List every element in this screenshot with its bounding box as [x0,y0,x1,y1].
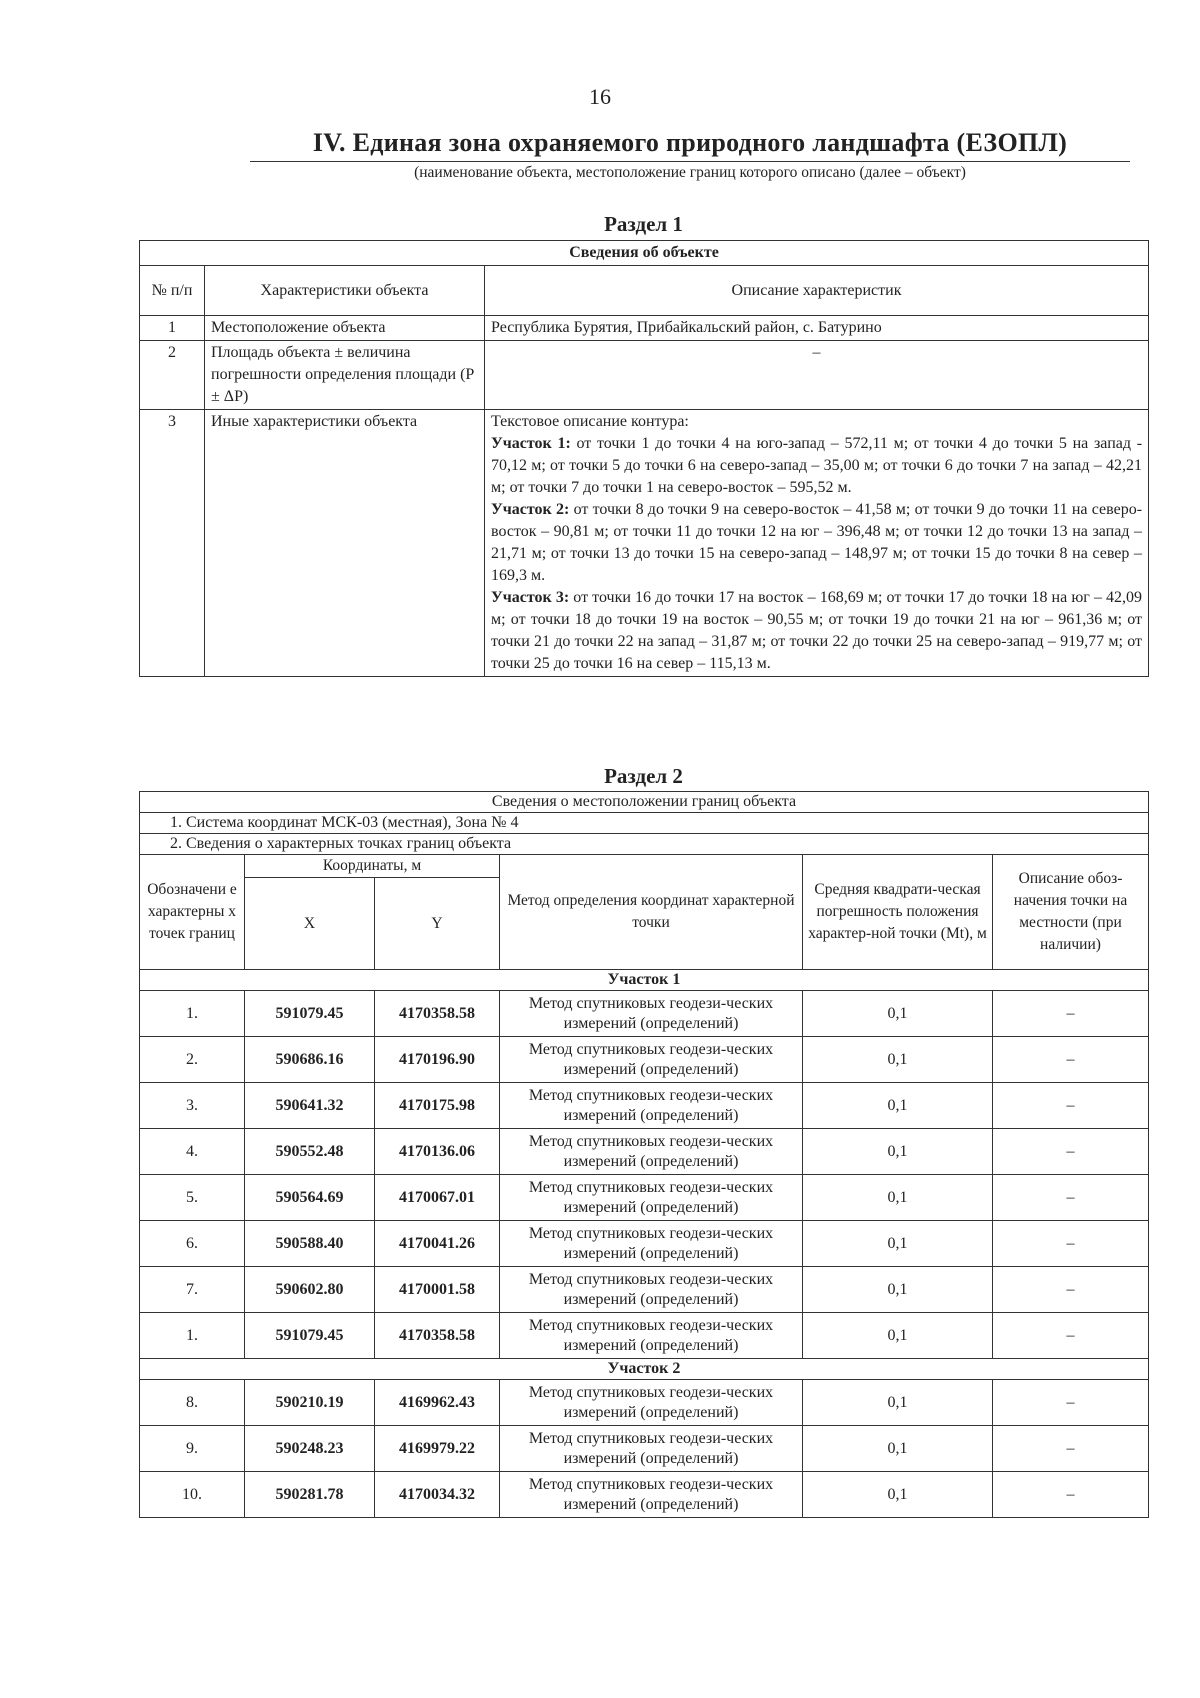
point-number: 8. [140,1380,245,1426]
contour-intro: Текстовое описание контура: [491,413,689,430]
header-characteristics: Характеристики объекта [205,266,485,316]
point-description: – [993,1426,1149,1472]
header-mean-error: Средняя квадрати-ческая погрешность положения характер-ной точки (Mt), м [803,855,993,970]
parcel-group-title: Участок 1 [140,970,1149,991]
point-method: Метод спутниковых геодези-ческих измерений (определений) [500,1221,803,1267]
header-method: Метод определения координат характерной точки [500,855,803,970]
row-number: 1 [140,316,205,341]
row-description: Республика Бурятия, Прибайкальский район, с. Батурино [485,316,1149,341]
header-point-description: Описание обоз-начения точки на местности (при наличии) [993,855,1149,970]
point-description: – [993,1472,1149,1518]
point-y: 4170196.90 [375,1037,500,1083]
row-number: 2 [140,341,205,410]
parcel-description [491,433,1142,499]
point-mean-error: 0,1 [803,1037,993,1083]
point-method: Метод спутниковых геодези-ческих измерений (определений) [500,1037,803,1083]
header-description: Описание характеристик [485,266,1149,316]
point-description: – [993,1380,1149,1426]
points-body [140,970,1149,1518]
point-x: 590248.23 [245,1426,375,1472]
point-description: – [993,1129,1149,1175]
point-x: 590588.40 [245,1221,375,1267]
point-x: 590602.80 [245,1267,375,1313]
point-y: 4169979.22 [375,1426,500,1472]
point-y: 4170136.06 [375,1129,500,1175]
point-mean-error: 0,1 [803,1267,993,1313]
row-name: Площадь объекта ± величина погрешности определения площади (P ± ΔP) [205,341,485,410]
point-method: Метод спутниковых геодези-ческих измерений (определений) [500,1313,803,1359]
point-mean-error: 0,1 [803,1129,993,1175]
point-row [140,1267,1149,1313]
point-method: Метод спутниковых геодези-ческих измерений (определений) [500,1472,803,1518]
point-row [140,1313,1149,1359]
point-y: 4170041.26 [375,1221,500,1267]
point-number: 1. [140,1313,245,1359]
point-number: 3. [140,1083,245,1129]
point-y: 4170067.01 [375,1175,500,1221]
point-x: 590552.48 [245,1129,375,1175]
point-method: Метод спутниковых геодези-ческих измерений (определений) [500,1380,803,1426]
point-row [140,991,1149,1037]
point-mean-error: 0,1 [803,1426,993,1472]
point-row [140,1472,1149,1518]
header-designation: Обозначени е характерны х точек границ [140,855,245,970]
parcel-text: от точки 8 до точки 9 на северо-восток – 41,58 м; от точки 9 до точки 11 на северо-восток – 90,81 м; от точки 11 до точки 12 на юг – 396,48 м; от точки 12 до точки 13 на запад – 21,71 м; от точки 13 до точки 15 на северо-запад – 148,97 м; от точки 15 до точки 8 на север – 169,3 м. [491,501,1143,584]
point-number: 9. [140,1426,245,1472]
parcel-label: Участок 2: [491,501,570,518]
page-number: 16 [589,84,611,109]
parcel-group-row [140,1359,1149,1380]
point-method: Метод спутниковых геодези-ческих измерений (определений) [500,991,803,1037]
parcel-description [491,587,1142,675]
point-row [140,1426,1149,1472]
header-coordinates: Координаты, м [245,855,500,878]
point-row [140,1175,1149,1221]
header-number: № п/п [140,266,205,316]
point-number: 4. [140,1129,245,1175]
table1-row [140,341,1149,410]
point-method: Метод спутниковых геодези-ческих измерений (определений) [500,1175,803,1221]
point-row [140,1083,1149,1129]
point-x: 590641.32 [245,1083,375,1129]
header-x: X [245,878,375,970]
point-y: 4170175.98 [375,1083,500,1129]
point-number: 1. [140,991,245,1037]
point-number: 5. [140,1175,245,1221]
row-name: Иные характеристики объекта [205,410,485,677]
point-mean-error: 0,1 [803,991,993,1037]
parcel-text: от точки 1 до точки 4 на юго-запад – 572,11 м; от точки 4 до точки 5 на запад - 70,12 м; от точки 5 до точки 6 на северо-запад – 35,00 м; от точки 6 до точки 7 на запад – 42,21 м; от точки 7 до точки 1 на северо-восток – 595,52 м. [491,435,1143,496]
section1-heading: Раздел 1 [604,212,683,236]
point-row [140,1129,1149,1175]
point-x: 590686.16 [245,1037,375,1083]
point-mean-error: 0,1 [803,1380,993,1426]
point-mean-error: 0,1 [803,1175,993,1221]
parcel-group-title: Участок 2 [140,1359,1149,1380]
boundary-points-table [139,791,1149,1518]
table1-caption: Сведения об объекте [140,241,1149,266]
point-mean-error: 0,1 [803,1313,993,1359]
parcel-group-row [140,970,1149,991]
point-y: 4170034.32 [375,1472,500,1518]
point-number: 2. [140,1037,245,1083]
point-description: – [993,1267,1149,1313]
point-x: 591079.45 [245,1313,375,1359]
point-x: 591079.45 [245,991,375,1037]
point-number: 10. [140,1472,245,1518]
section2-heading: Раздел 2 [604,764,683,788]
point-method: Метод спутниковых геодези-ческих измерений (определений) [500,1129,803,1175]
point-description: – [993,1175,1149,1221]
parcel-description [491,499,1142,587]
table2-caption: Сведения о местоположении границ объекта [140,792,1149,813]
point-mean-error: 0,1 [803,1221,993,1267]
point-row [140,1221,1149,1267]
point-y: 4169962.43 [375,1380,500,1426]
document-subtitle: (наименование объекта, местоположение границ которого описано (далее – объект) [414,164,966,181]
row-number: 3 [140,410,205,677]
point-description: – [993,1037,1149,1083]
table1-row [140,410,1149,677]
row-description [485,410,1149,677]
point-mean-error: 0,1 [803,1083,993,1129]
points-info-line: 2. Сведения о характерных точках границ объекта [140,834,1149,855]
point-description: – [993,991,1149,1037]
document-title: IV. Единая зона охраняемого природного ландшафта (ЕЗОПЛ) [312,128,1068,157]
header-y: Y [375,878,500,970]
point-y: 4170358.58 [375,1313,500,1359]
point-x: 590281.78 [245,1472,375,1518]
point-number: 7. [140,1267,245,1313]
point-method: Метод спутниковых геодези-ческих измерений (определений) [500,1267,803,1313]
point-y: 4170358.58 [375,991,500,1037]
point-description: – [993,1313,1149,1359]
object-info-table [139,240,1149,677]
point-number: 6. [140,1221,245,1267]
table1-row [140,316,1149,341]
row-name: Местоположение объекта [205,316,485,341]
parcel-label: Участок 3: [491,589,570,606]
point-mean-error: 0,1 [803,1472,993,1518]
point-row [140,1380,1149,1426]
point-method: Метод спутниковых геодези-ческих измерений (определений) [500,1426,803,1472]
point-y: 4170001.58 [375,1267,500,1313]
point-row [140,1037,1149,1083]
point-description: – [993,1221,1149,1267]
title-underline [250,161,1130,162]
point-x: 590210.19 [245,1380,375,1426]
row-description: – [485,341,1149,410]
parcel-label: Участок 1: [491,435,571,452]
coordinate-system-line: 1. Система координат МСК-03 (местная), Зона № 4 [140,813,1149,834]
point-method: Метод спутниковых геодези-ческих измерений (определений) [500,1083,803,1129]
parcel-text: от точки 16 до точки 17 на восток – 168,69 м; от точки 17 до точки 18 на юг – 42,09 м; от точки 18 до точки 19 на восток – 90,55 м; от точки 19 до точки 21 на юг – 961,36 м; от точки 21 до точки 22 на запад – 31,87 м; от точки 22 до точки 25 на северо-запад – 919,77 м; от точки 25 до точки 16 на север – 115,13 м. [491,589,1143,672]
point-description: – [993,1083,1149,1129]
point-x: 590564.69 [245,1175,375,1221]
